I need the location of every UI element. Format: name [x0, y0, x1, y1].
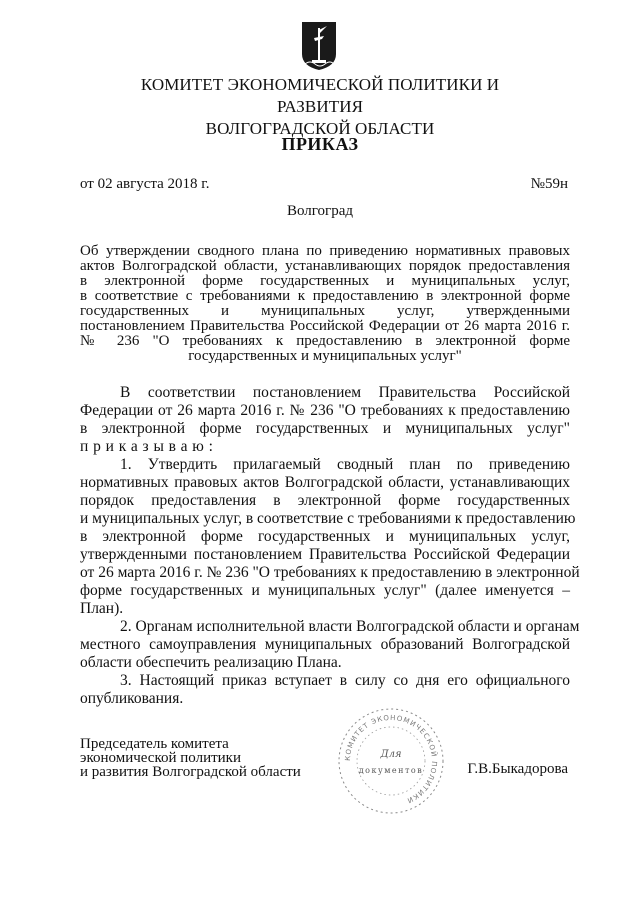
subject-line: государственных и муниципальных услуг" [188, 348, 462, 364]
org-line-1: КОМИТЕТ ЭКОНОМИЧЕСКОЙ ПОЛИТИКИ И РАЗВИТИЯ [140, 75, 500, 116]
item3-line: опубликования. [80, 690, 184, 707]
stamp-ring-text: КОМИТЕТ ЭКОНОМИЧЕСКОЙ ПОЛИТИКИ [343, 713, 439, 805]
order-word: приказываю: [80, 438, 218, 455]
signer-title-line: и развития Волгоградской области [80, 764, 301, 780]
signer-title-line: Председатель комитета [80, 736, 229, 752]
item1-line: и муниципальных услуг, в соответствие с требованиями к предоставлению [80, 510, 576, 527]
item1-line: 1. Утвердить прилагаемый сводный план по приведению [120, 456, 570, 473]
intro-line: Федерации от 26 марта 2016 г. № 236 "О требованиях к предоставлению [80, 402, 570, 419]
intro-line: В соответствии постановлением Правительства Российской [120, 384, 570, 401]
document-body [80, 384, 580, 708]
item2-line: области обеспечить реализацию Плана. [80, 654, 342, 671]
document-type-title: ПРИКАЗ [281, 134, 359, 154]
item1-line: утвержденными постановлением Правительства Российской Федерации [80, 546, 570, 563]
item1-line: от 26 марта 2016 г. № 236 "О требованиях к предоставлению в электронной [80, 564, 580, 581]
stamp-center-text: документов [358, 766, 424, 775]
document-date: от 02 августа 2018 г. [80, 176, 210, 192]
signer-title-line: экономической политики [80, 750, 242, 766]
coat-of-arms-icon [300, 20, 338, 72]
document-city: Волгоград [286, 203, 353, 219]
document-subject [80, 244, 570, 364]
item1-line: нормативных правовых актов Волгоградской области, устанавливающих [80, 474, 570, 491]
item3-line: 3. Настоящий приказ вступает в силу со дня его официального [120, 672, 570, 689]
item1-line: в электронной форме государственных и муниципальных услуг, [80, 528, 570, 545]
subject-line: актов Волгоградской области, устанавливающих порядок предоставления [80, 258, 570, 274]
item2-line: 2. Органам исполнительной власти Волгоградской области и органам [120, 618, 580, 635]
subject-line: постановлением Правительства Российской Федерации от 26 марта 2016 г. [80, 318, 570, 334]
item1-line: порядок предоставления в электронной форме государственных [80, 492, 570, 509]
subject-line: в электронной форме государственных и муниципальных услуг, [80, 273, 570, 289]
item1-line: План). [80, 600, 124, 617]
item1-line: форме государственных и муниципальных услуг" (далее именуется – [80, 582, 570, 599]
item2-line: местного самоуправления муниципальных образований Волгоградской [80, 636, 570, 653]
subject-line: государственных и муниципальных услуг, утвержденными [80, 303, 570, 319]
signer-name: Г.В.Быкадорова [467, 761, 568, 777]
document-number: №59н [530, 176, 568, 192]
org-line-2: ВОЛГОГРАДСКОЙ ОБЛАСТИ [205, 119, 435, 138]
signer-title [80, 737, 301, 779]
subject-line: Об утверждении сводного плана по приведению нормативных правовых [80, 243, 570, 259]
organization-name [120, 74, 520, 140]
stamp-center-text: Для [380, 749, 402, 760]
official-stamp [335, 705, 447, 817]
intro-line: в электронной форме государственных и муниципальных услуг" [80, 420, 570, 437]
subject-line: № 236 "О требованиях к предоставлению в электронной форме [80, 333, 570, 349]
subject-line: в соответствие с требованиями к предоставлению в электронной форме [80, 288, 570, 304]
